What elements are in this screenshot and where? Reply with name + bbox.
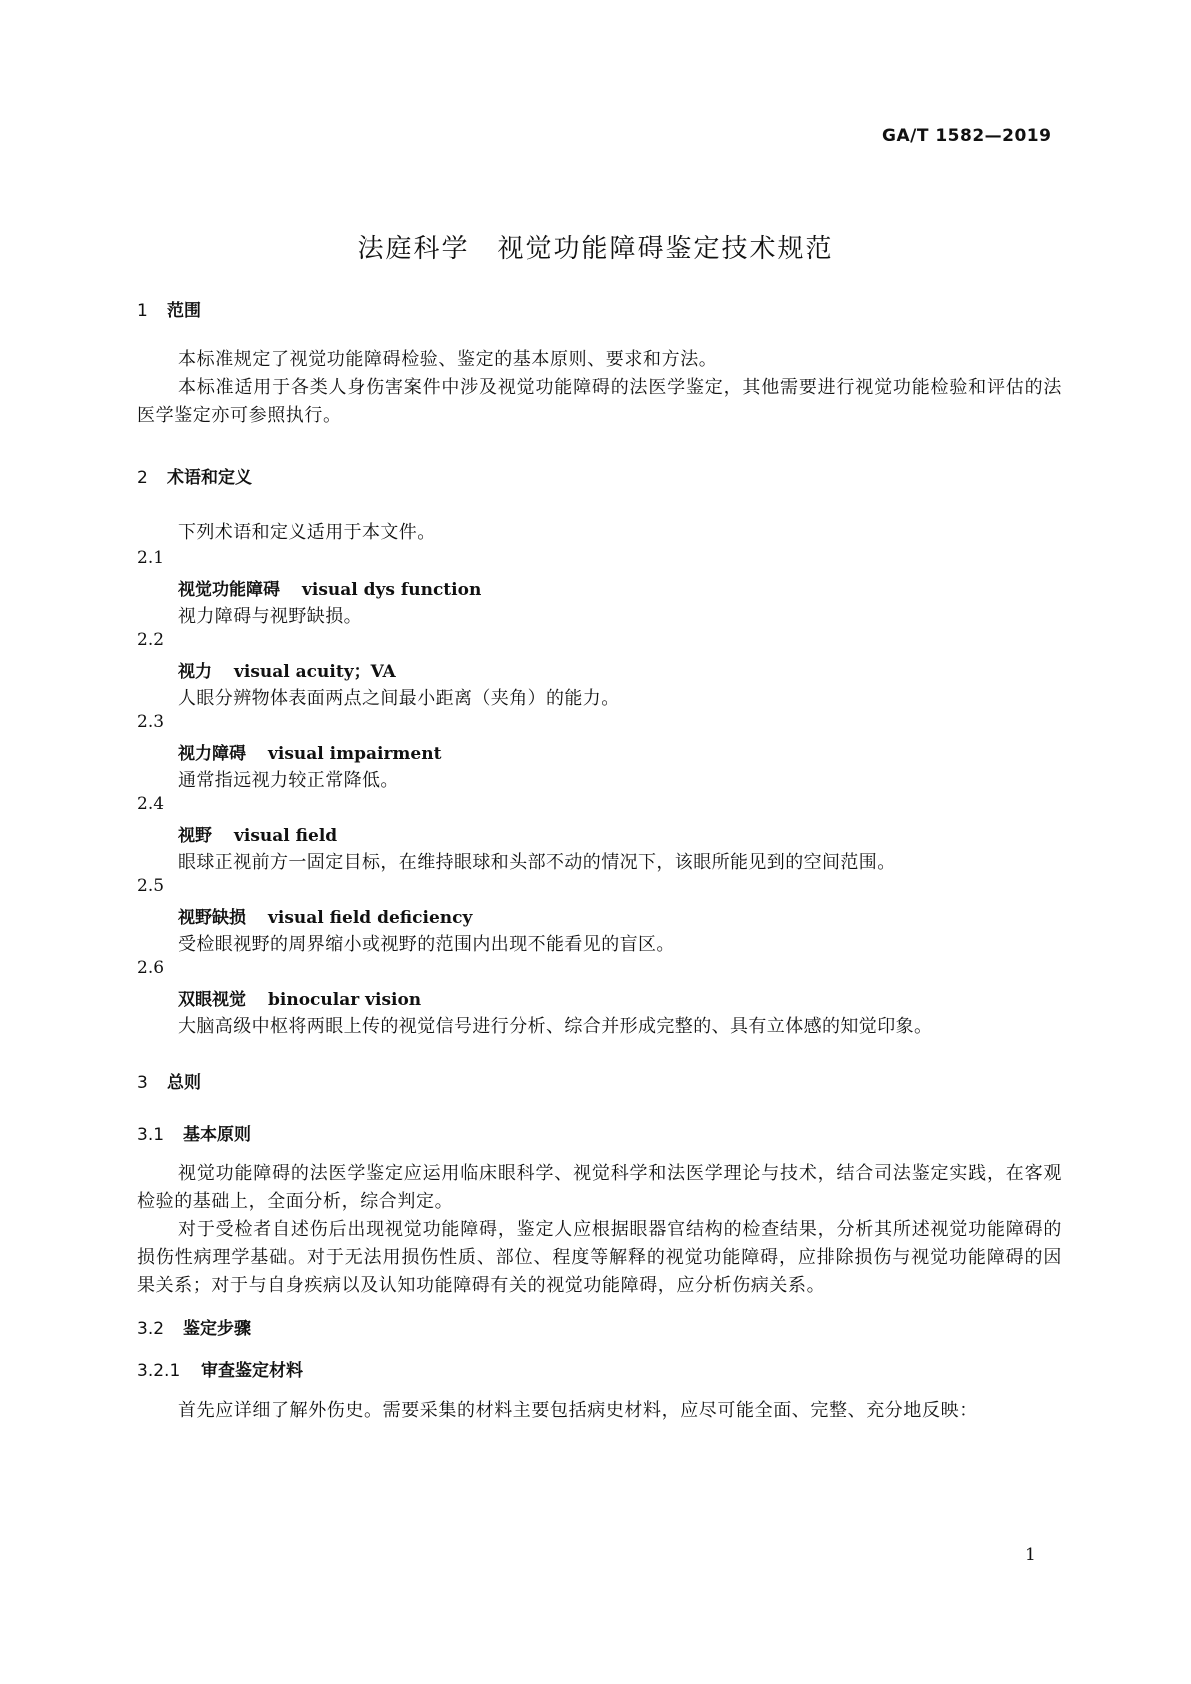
section-title: 审查鉴定材料 [201, 1361, 303, 1381]
term-en: visual dys function [302, 580, 482, 600]
subsection-3-2-1-heading [137, 1356, 303, 1381]
term-entry [178, 575, 481, 600]
section-number: 3.2 [137, 1319, 165, 1339]
section-title: 总则 [167, 1073, 201, 1093]
section-3-heading [137, 1068, 201, 1093]
term-en: visual field [234, 826, 338, 846]
term-zh: 视野缺损 [178, 908, 246, 928]
section-2-heading [137, 463, 252, 488]
section-title: 范围 [167, 301, 201, 321]
term-definition: 大脑高级中枢将两眼上传的视觉信号进行分析、综合并形成完整的、具有立体感的知觉印象。 [178, 1016, 933, 1037]
term-number: 2.2 [137, 630, 165, 650]
page-number: 1 [1025, 1545, 1036, 1565]
term-number: 2.5 [137, 876, 165, 896]
term-definition: 人眼分辨物体表面两点之间最小距离（夹角）的能力。 [178, 688, 620, 709]
subsection-3-2-heading [137, 1314, 251, 1339]
term-definition: 视力障碍与视野缺损。 [178, 606, 362, 627]
document-title: 法庭科学 视觉功能障碍鉴定技术规范 [357, 234, 834, 264]
term-definition: 眼球正视前方一固定目标，在维持眼球和头部不动的情况下，该眼所能见到的空间范围。 [178, 852, 896, 873]
terms-intro: 下列术语和定义适用于本文件。 [178, 522, 436, 543]
paragraph: 本标准规定了视觉功能障碍检验、鉴定的基本原则、要求和方法。 [178, 349, 718, 370]
term-en: visual impairment [268, 744, 442, 764]
paragraph: 首先应详细了解外伤史。需要采集的材料主要包括病史材料，应尽可能全面、完整、充分地反映： [178, 1400, 978, 1421]
term-entry [178, 903, 472, 928]
section-number: 3.2.1 [137, 1361, 181, 1381]
term-entry [178, 739, 441, 764]
term-zh: 视野 [178, 826, 212, 846]
standard-code: GA/T 1582—2019 [882, 126, 1052, 146]
term-en: visual acuity；VA [234, 662, 396, 682]
term-number: 2.4 [137, 794, 165, 814]
term-entry [178, 985, 421, 1010]
section-title: 鉴定步骤 [183, 1319, 251, 1339]
section-1-heading [137, 296, 201, 321]
term-definition: 通常指远视力较正常降低。 [178, 770, 399, 791]
term-entry [178, 821, 337, 846]
term-entry [178, 657, 396, 682]
paragraph: 对于受检者自述伤后出现视觉功能障碍，鉴定人应根据眼器官结构的检查结果，分析其所述视觉功能障碍的损伤性病理学基础。对于无法用损伤性质、部位、程度等解释的视觉功能障碍，应排除损伤与视觉功能障碍的因果关系；对于与自身疾病以及认知功能障碍有关的视觉功能障碍，应分析伤病关系。 [137, 1219, 1062, 1296]
section-number: 1 [137, 301, 148, 321]
term-en: binocular vision [268, 990, 422, 1010]
section-number: 2 [137, 468, 148, 488]
section-title: 术语和定义 [167, 468, 252, 488]
term-zh: 视力 [178, 662, 212, 682]
term-definition: 受检眼视野的周界缩小或视野的范围内出现不能看见的盲区。 [178, 934, 675, 955]
section-number: 3 [137, 1073, 148, 1093]
term-number: 2.1 [137, 548, 165, 568]
term-zh: 视觉功能障碍 [178, 580, 280, 600]
term-number: 2.6 [137, 958, 165, 978]
section-number: 3.1 [137, 1125, 165, 1145]
term-zh: 双眼视觉 [178, 990, 246, 1010]
term-number: 2.3 [137, 712, 165, 732]
term-zh: 视力障碍 [178, 744, 246, 764]
term-en: visual field deficiency [268, 908, 473, 928]
subsection-3-1-heading [137, 1120, 251, 1145]
section-title: 基本原则 [183, 1125, 251, 1145]
paragraph: 视觉功能障碍的法医学鉴定应运用临床眼科学、视觉科学和法医学理论与技术，结合司法鉴定实践，在客观检验的基础上，全面分析，综合判定。 [137, 1163, 1062, 1212]
paragraph: 本标准适用于各类人身伤害案件中涉及视觉功能障碍的法医学鉴定，其他需要进行视觉功能检验和评估的法医学鉴定亦可参照执行。 [137, 377, 1062, 426]
